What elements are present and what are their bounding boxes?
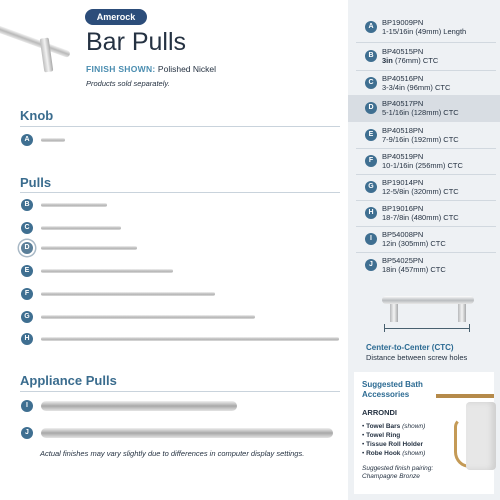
sku-size: 18-7/8in (480mm) CTC <box>382 213 459 222</box>
badge-h: H <box>21 333 33 345</box>
pull-b-image <box>41 203 107 207</box>
sku-row-j <box>348 252 500 279</box>
badge-a: A <box>21 134 33 146</box>
knob-a-image <box>41 138 65 142</box>
ctc-title: Center-to-Center (CTC) <box>366 343 454 352</box>
sku-badge: G <box>365 181 377 193</box>
accessories-brand: ARRONDI <box>362 408 397 417</box>
pull-c-image <box>41 226 121 230</box>
sku-badge: H <box>365 207 377 219</box>
appliance-pull-i-image <box>41 401 237 411</box>
section-title-appliance-pulls: Appliance Pulls <box>20 373 117 388</box>
sku-row-c <box>348 70 500 97</box>
divider <box>20 391 340 392</box>
divider <box>20 192 340 193</box>
sku-badge: I <box>365 233 377 245</box>
sku-row-g <box>348 174 500 201</box>
hero-bar-post-image <box>40 38 54 73</box>
pull-e-image <box>41 269 173 273</box>
ctc-post-right <box>458 304 466 322</box>
ctc-post-left <box>390 304 398 322</box>
sku-size: 7-9/16in (192mm) CTC <box>382 135 459 144</box>
badge-d: D <box>21 242 33 254</box>
sku-row-a <box>348 14 500 41</box>
finish-disclaimer: Actual finishes may vary slightly due to differences in computer display settings. <box>40 449 305 458</box>
sku-row-d-highlighted <box>348 95 500 122</box>
sku-size: 12-5/8in (320mm) CTC <box>382 187 459 196</box>
sku-code: BP19009PN <box>382 18 424 27</box>
accessories-title: Suggested Bath Accessories <box>362 380 423 399</box>
ctc-tick-right <box>469 324 470 332</box>
list-item: • Robe Hook (shown) <box>362 450 426 457</box>
hero-bar-pull-image <box>0 25 71 58</box>
pull-f-image <box>41 292 215 296</box>
divider <box>20 126 340 127</box>
finish-shown <box>86 64 216 74</box>
accessories-list <box>362 422 425 458</box>
finish-value: Polished Nickel <box>157 64 217 74</box>
sku-row-h <box>348 200 500 227</box>
pull-g-image <box>41 315 255 319</box>
sku-size: 1-15/16in (49mm) Length <box>382 27 467 36</box>
finish-pairing: Suggested finish pairing: Champagne Bronze <box>362 465 434 480</box>
sku-size: 3in (76mm) CTC <box>382 56 439 65</box>
list-item: • Towel Ring <box>362 432 401 439</box>
sku-code: BP54025PN <box>382 256 424 265</box>
sku-badge: E <box>365 129 377 141</box>
sku-badge: C <box>365 77 377 89</box>
ctc-measure-line <box>384 328 469 329</box>
list-item: • Towel Bars (shown) <box>362 423 426 430</box>
ctc-diagram <box>354 286 494 340</box>
sku-size: 18in (457mm) CTC <box>382 265 446 274</box>
sku-row-e <box>348 122 500 149</box>
sku-row-i <box>348 226 500 253</box>
badge-i: I <box>21 400 33 412</box>
sku-code: BP40518PN <box>382 126 424 135</box>
sku-row-b <box>348 43 500 70</box>
towel-bar-image <box>436 394 494 398</box>
sku-badge: J <box>365 259 377 271</box>
sku-panel <box>348 0 500 500</box>
sku-code: BP40517PN <box>382 99 424 108</box>
sku-size: 3-3/4in (96mm) CTC <box>382 83 451 92</box>
badge-f: F <box>21 288 33 300</box>
section-title-pulls: Pulls <box>20 175 52 190</box>
section-title-knob: Knob <box>20 108 54 123</box>
ctc-subtitle: Distance between screw holes <box>366 353 468 362</box>
sku-size: 10-1/16in (256mm) CTC <box>382 161 463 170</box>
suggested-accessories-card <box>354 372 494 494</box>
towel-image <box>466 402 496 470</box>
brand-logo: Amerock <box>85 9 147 25</box>
badge-e: E <box>21 265 33 277</box>
ctc-bar-image <box>382 296 474 304</box>
sku-code: BP54008PN <box>382 230 424 239</box>
sku-size: 5-1/16in (128mm) CTC <box>382 108 459 117</box>
list-item: • Tissue Roll Holder <box>362 441 424 448</box>
pull-d-image <box>41 246 137 250</box>
pull-h-image <box>41 337 339 341</box>
sku-code: BP40519PN <box>382 152 424 161</box>
finish-label: FINISH SHOWN: <box>86 64 156 74</box>
sku-code: BP40516PN <box>382 74 424 83</box>
sku-badge: B <box>365 50 377 62</box>
sku-code: BP19014PN <box>382 178 424 187</box>
sku-code: BP40515PN <box>382 47 424 56</box>
badge-j: J <box>21 427 33 439</box>
sold-separately-note: Products sold separately. <box>86 79 170 88</box>
sku-badge: A <box>365 21 377 33</box>
sku-size: 12in (305mm) CTC <box>382 239 446 248</box>
badge-b: B <box>21 199 33 211</box>
badge-g: G <box>21 311 33 323</box>
sku-code: BP19016PN <box>382 204 424 213</box>
appliance-pull-j-image <box>41 428 333 438</box>
ctc-tick-left <box>384 324 385 332</box>
sku-badge: F <box>365 155 377 167</box>
page-title: Bar Pulls <box>86 28 187 56</box>
sku-badge: D <box>365 102 377 114</box>
sku-row-f <box>348 148 500 175</box>
badge-c: C <box>21 222 33 234</box>
